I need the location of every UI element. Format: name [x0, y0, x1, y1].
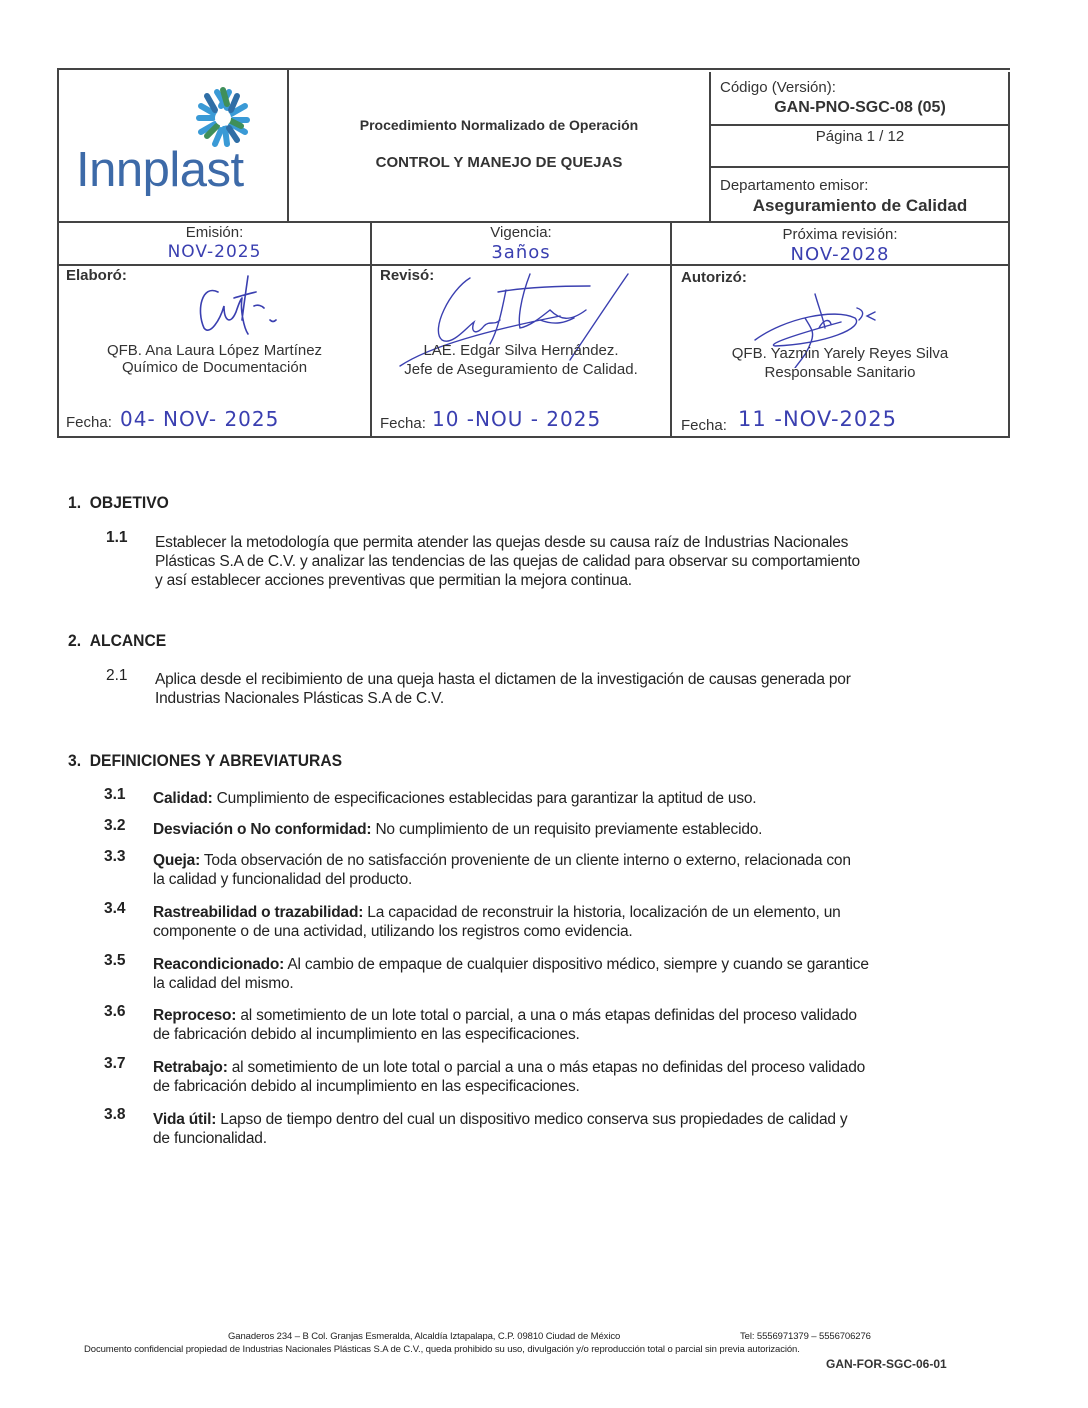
next-review-label: Próxima revisión: — [782, 226, 898, 243]
definition-number: 3.6 — [104, 1003, 126, 1020]
definition-text: Lapso de tiempo dentro del cual un dispositivo medico conserva sus propiedades de calidad y — [220, 1111, 848, 1128]
definition-text: La capacidad de reconstruir la historia, localización de un elemento, un — [367, 904, 841, 921]
footer-confidential: Documento confidencial propiedad de Industrias Nacionales Plásticas S.A de C.V., queda prohibido su uso, divulgación y/o reproducción total o parcial sin previa autorización. — [84, 1344, 800, 1355]
table-border-top — [57, 68, 1010, 70]
section-title: OBJETIVO — [89, 493, 169, 512]
definition-term: Queja: — [153, 852, 201, 869]
item-text — [155, 670, 985, 708]
autorizo-position: Responsable Sanitario — [764, 364, 916, 381]
footer-form-code: GAN-FOR-SGC-06-01 — [826, 1357, 947, 1371]
divider — [57, 221, 1010, 223]
definition-item — [153, 1058, 988, 1096]
department-label: Departamento emisor: — [720, 177, 869, 194]
divider — [287, 68, 289, 222]
definition-text: la calidad y funcionalidad del producto. — [153, 871, 413, 888]
divider — [709, 124, 1009, 126]
reviso-date-label: Fecha: — [380, 415, 426, 432]
divider — [709, 166, 1009, 168]
signature-elaboro — [190, 270, 280, 342]
logo-wordmark: Innplast — [76, 143, 244, 197]
definition-item — [153, 1110, 988, 1148]
text-line: Industrias Nacionales Plásticas S.A de C.V. — [155, 690, 444, 707]
text-line: y así establecer acciones preventivas que permitian la mejora continua. — [155, 572, 632, 589]
definition-number: 3.4 — [104, 900, 126, 917]
emission-label: Emisión: — [185, 224, 244, 241]
next-review-value: NOV-2028 — [790, 244, 890, 265]
definition-text: de fabricación debido al incumplimiento en las especificaciones. — [153, 1078, 580, 1095]
autorizo-date-value: 11 -NOV-2025 — [738, 407, 897, 431]
section-heading — [68, 631, 166, 651]
definition-term: Desviación o No conformidad: — [153, 821, 372, 838]
text-line: Establecer la metodología que permita atender las quejas desde su causa raíz de Industrias Nacionales — [155, 534, 849, 551]
elaboro-label: Elaboró: — [66, 267, 127, 284]
definition-number: 3.3 — [104, 848, 126, 865]
logo — [60, 72, 286, 220]
procedure-title: CONTROL Y MANEJO DE QUEJAS — [375, 154, 623, 171]
definition-item — [153, 903, 988, 941]
definition-text: Toda observación de no satisfacción proveniente de un cliente interno o externo, relacionada con — [203, 852, 851, 869]
section-heading — [68, 493, 169, 513]
definition-text: Cumplimiento de especificaciones establecidas para garantizar la aptitud de uso. — [216, 790, 757, 807]
footer-phone: Tel: 5556971379 – 5556706276 — [740, 1331, 871, 1342]
definition-term: Retrabajo: — [153, 1059, 228, 1076]
code-label: Código (Versión): — [720, 79, 836, 96]
definition-term: Vida útil: — [153, 1111, 217, 1128]
definition-number: 3.2 — [104, 817, 126, 834]
autorizo-date-label: Fecha: — [681, 417, 727, 434]
section-number: 3. — [68, 751, 82, 770]
definition-term: Rastreabilidad o trazabilidad: — [153, 904, 364, 921]
definition-term: Reacondicionado: — [153, 956, 285, 973]
footer-address: Ganaderos 234 – B Col. Granjas Esmeralda, Alcaldía Iztapalapa, C.P. 09810 Ciudad de México — [228, 1331, 621, 1342]
definition-item — [153, 1006, 988, 1044]
definition-text: la calidad del mismo. — [153, 975, 294, 992]
item-number: 2.1 — [106, 667, 128, 684]
section-title: DEFINICIONES Y ABREVIATURAS — [89, 751, 343, 770]
reviso-label: Revisó: — [380, 267, 435, 284]
definition-text: componente o de una actividad, utilizando los registros como evidencia. — [153, 923, 633, 940]
definition-text: al sometimiento de un lote total o parcial, a una o más etapas definidas del proceso validado — [240, 1007, 857, 1024]
elaboro-name: QFB. Ana Laura López Martínez — [106, 342, 323, 359]
definition-term: Reproceso: — [153, 1007, 237, 1024]
item-number: 1.1 — [106, 529, 128, 546]
autorizo-name: QFB. Yazmin Yarely Reyes Silva — [731, 345, 949, 362]
elaboro-date-label: Fecha: — [66, 414, 112, 431]
definition-text: No cumplimiento de un requisito previamente establecido. — [375, 821, 763, 838]
department-value: Aseguramiento de Calidad — [752, 196, 968, 215]
validity-value: 3años — [491, 242, 551, 263]
section-number: 2. — [68, 631, 82, 650]
section-title: ALCANCE — [89, 631, 167, 650]
emission-value: NOV-2025 — [167, 242, 262, 262]
definition-item — [153, 820, 988, 839]
definition-number: 3.1 — [104, 786, 126, 803]
item-text — [155, 533, 985, 590]
section-number: 1. — [68, 493, 82, 512]
definition-item — [153, 789, 988, 808]
text-line: Aplica desde el recibimiento de una queja hasta el dictamen de la investigación de causas generada por — [155, 671, 851, 688]
table-border-bottom — [57, 436, 1010, 438]
validity-label: Vigencia: — [490, 224, 552, 241]
text-line: Plásticas S.A de C.V. y analizar las tendencias de las quejas de calidad para observar su comportamiento — [155, 553, 860, 570]
code-value: GAN-PNO-SGC-08 (05) — [774, 99, 946, 116]
elaboro-position: Químico de Documentación — [121, 359, 308, 376]
definition-term: Calidad: — [153, 790, 213, 807]
procedure-type: Procedimiento Normalizado de Operación — [359, 117, 639, 133]
reviso-position: Jefe de Aseguramiento de Calidad. — [404, 361, 638, 378]
section-heading — [68, 751, 342, 771]
table-border-right — [1008, 72, 1010, 438]
definition-number: 3.7 — [104, 1055, 126, 1072]
definition-text: de funcionalidad. — [153, 1130, 267, 1147]
definition-text: al sometimiento de un lote total o parcial a una o más etapas no definidas del proceso validado — [231, 1059, 866, 1076]
page-number: Página 1 / 12 — [815, 128, 905, 145]
definition-text: de fabricación debido al incumplimiento en las especificaciones. — [153, 1026, 580, 1043]
definition-item — [153, 851, 988, 889]
reviso-date-value: 10 -NOU - 2025 — [432, 407, 602, 431]
reviso-name: LAE. Edgar Silva Hernández. — [423, 342, 619, 359]
definition-number: 3.5 — [104, 952, 126, 969]
definition-item — [153, 955, 988, 993]
elaboro-date-value: 04- NOV- 2025 — [120, 407, 280, 431]
definition-text: Al cambio de empaque de cualquier dispositivo médico, siempre y cuando se garantice — [287, 956, 869, 973]
autorizo-label: Autorizó: — [681, 269, 747, 286]
definition-number: 3.8 — [104, 1106, 126, 1123]
